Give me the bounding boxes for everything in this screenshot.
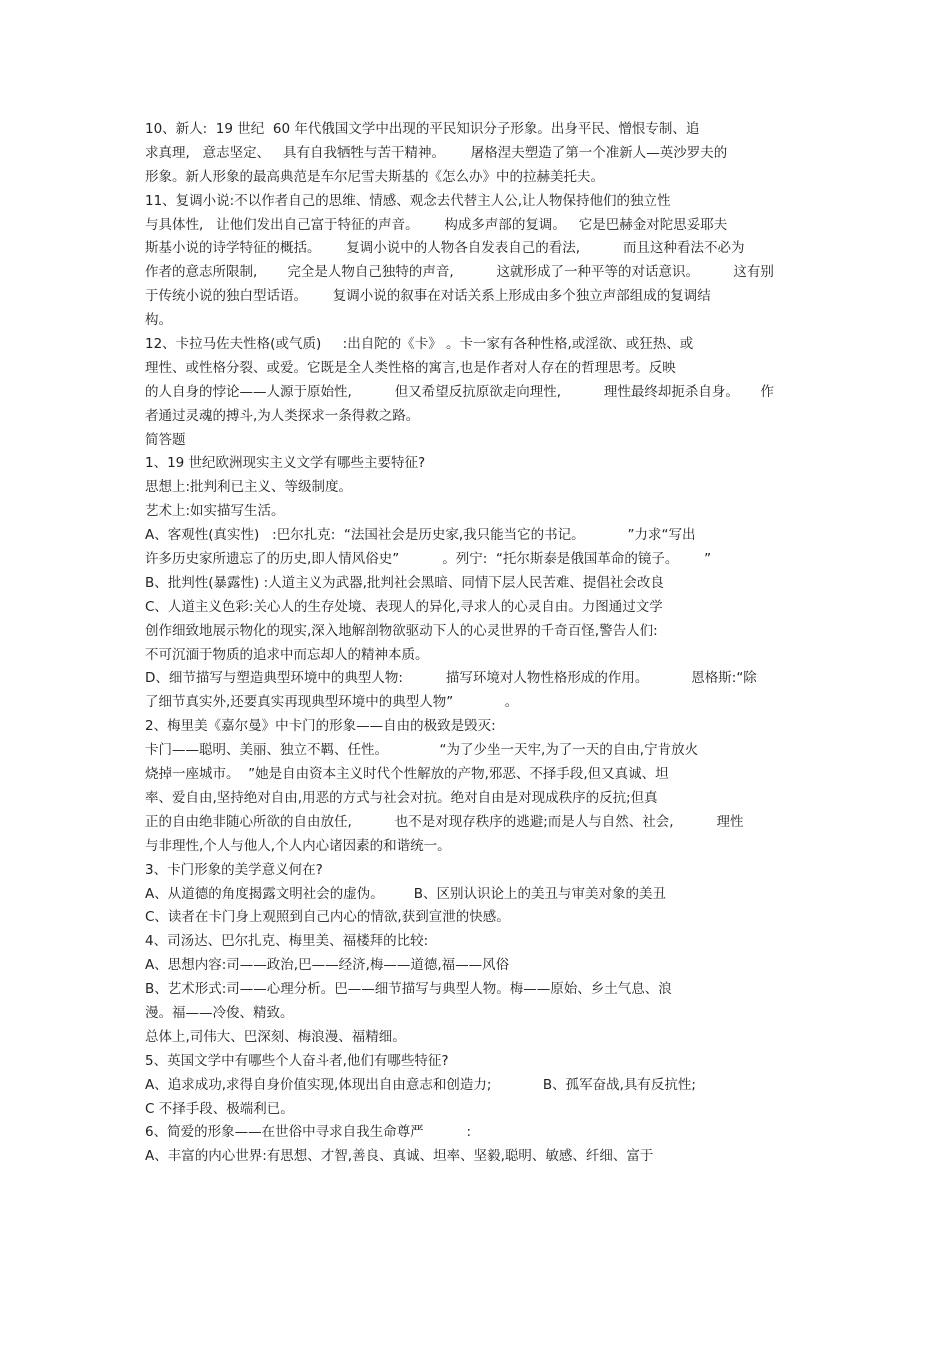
text-line: A、从道德的角度揭露文明社会的虚伪。 B、区别认识论上的美丑与审美对象的美丑	[145, 885, 667, 902]
document-body	[145, 118, 810, 1169]
text-line: D、细节描写与塑造典型环境中的典型人物: 描写环境对人物性格形成的作用。 恩格斯:“除	[145, 670, 757, 687]
text-line: 思想上:批判利已主义、等级制度。	[145, 479, 353, 496]
text-line: 理性、或性格分裂、或爱。它既是全人类性格的寓言,也是作者对人存在的哲理思考。反映	[145, 359, 676, 376]
text-line: 5、英国文学中有哪些个人奋斗者,他们有哪些特征?	[145, 1052, 449, 1069]
text-line: 11、复调小说:不以作者自己的思维、情感、观念去代替主人公,让人物保持他们的独立性	[145, 192, 671, 209]
text-line: 正的自由绝非随心所欲的自由放任, 也不是对现存秩序的逃避;而是人与自然、社会, 理性	[145, 813, 744, 830]
text-line: 1、19 世纪欧洲现实主义文学有哪些主要特征?	[145, 455, 426, 472]
text-line: 烧掉一座城市。 ”她是自由资本主义时代个性解放的产物,邪恶、不择手段,但又真诚、坦	[145, 766, 669, 783]
text-line: 形象。新人形象的最高典范是车尔尼雪夫斯基的《怎么办》中的拉赫美托夫。	[145, 168, 604, 185]
text-line: 创作细致地展示物化的现实,深入地解剖物欲驱动下人的心灵世界的千奇百怪,警告人们:	[145, 622, 658, 639]
text-line: 卡门——聪明、美丽、独立不羁、任性。 “为了少坐一天牢,为了一天的自由,宁肯放火	[145, 742, 699, 759]
text-line: B、艺术形式:司——心理分析。巴——细节描写与典型人物。梅——原始、乡土气息、浪	[145, 981, 672, 998]
text-line: 10、新人: 19 世纪 60 年代俄国文学中出现的平民知识分子形象。出身平民、憎恨专制、追	[145, 121, 700, 137]
text-line: 简答题	[145, 431, 186, 448]
text-line: 作者的意志所限制, 完全是人物自己独特的声音, 这就形成了一种平等的对话意识。 这有别	[145, 264, 774, 281]
text-line: 4、司汤达、巴尔扎克、梅里美、福楼拜的比较:	[145, 933, 429, 950]
text-line: 与具体性, 让他们发出自己富于特征的声音。 构成多声部的复调。 它是巴赫金对陀思妥耶夫	[145, 216, 728, 233]
text-line: 求真理, 意志坚定、 具有自我牺牲与苦干精神。 屠格涅夫塑造了第一个准新人—英沙罗夫的	[145, 144, 728, 161]
text-line: 3、卡门形象的美学意义何在?	[145, 861, 323, 878]
text-line: A、客观性(真实性) :巴尔扎克: “法国社会是历史家,我只能当它的书记。 ”力求“写出	[145, 527, 696, 544]
text-line: A、思想内容:司——政治,巴——经济,梅——道德,福——风俗	[145, 957, 510, 974]
text-line: 斯基小说的诗学特征的概括。 复调小说中的人物各自发表自己的看法, 而且这种看法不必为	[145, 240, 745, 257]
text-line: 12、卡拉马佐夫性格(或气质) :出自陀的《卡》 。卡一家有各种性格,或淫欲、或狂热、或	[145, 336, 694, 353]
text-line: 2、梅里美《嘉尔曼》中卡门的形象——自由的极致是毁灭:	[145, 718, 496, 735]
text-line: C 不择手段、极端利已。	[145, 1100, 294, 1117]
text-line: C、读者在卡门身上观照到自己内心的情欲,获到宣泄的快感。	[145, 909, 510, 926]
text-line: 与非理性,个人与他人,个人内心诸因素的和谐统一。	[145, 837, 451, 854]
text-line: 艺术上:如实描写生活。	[145, 503, 285, 520]
text-line: 许多历史家所遗忘了的历史,即人情风俗史” 。列宁: “托尔斯泰是俄国革命的镜子。 ”	[145, 551, 712, 568]
text-line: A、追求成功,求得自身价值实现,体现出自由意志和创造力; B、孤军奋战,具有反抗性;	[145, 1076, 696, 1093]
text-line: 总体上,司伟大、巴深刻、梅浪漫、福精细。	[145, 1028, 406, 1045]
text-line: 的人自身的悖论——人源于原始性, 但又希望反抗原欲走向理性, 理性最终却扼杀自身。 作	[145, 383, 774, 400]
text-line: 了细节真实外,还要真实再现典型环境中的典型人物” 。	[145, 694, 519, 711]
text-line: 于传统小说的独白型话语。 复调小说的叙事在对话关系上形成由多个独立声部组成的复调结	[145, 288, 711, 305]
text-line: 者通过灵魂的搏斗,为人类探求一条得救之路。	[145, 407, 420, 424]
text-line: 不可沉湎于物质的追求中而忘却人的精神本质。	[145, 646, 429, 663]
text-line: B、批判性(暴露性) :人道主义为武器,批判社会黑暗、同情下层人民苦难、提倡社会改良	[145, 574, 664, 591]
text-line: 率、爱自由,坚持绝对自由,用恶的方式与社会对抗。绝对自由是对现成秩序的反抗;但真	[145, 789, 658, 806]
text-line: 漫。福——冷俊、精致。	[145, 1004, 294, 1021]
text-line: 6、简爱的形象——在世俗中寻求自我生命尊严 :	[145, 1124, 472, 1141]
text-line: A、丰富的内心世界:有思想、才智,善良、真诚、坦率、坚毅,聪明、敏感、纤细、富于	[145, 1148, 654, 1165]
text-line: C、人道主义色彩:关心人的生存处境、表现人的异化,寻求人的心灵自由。力图通过文学	[145, 598, 663, 615]
text-line: 构。	[145, 312, 172, 329]
